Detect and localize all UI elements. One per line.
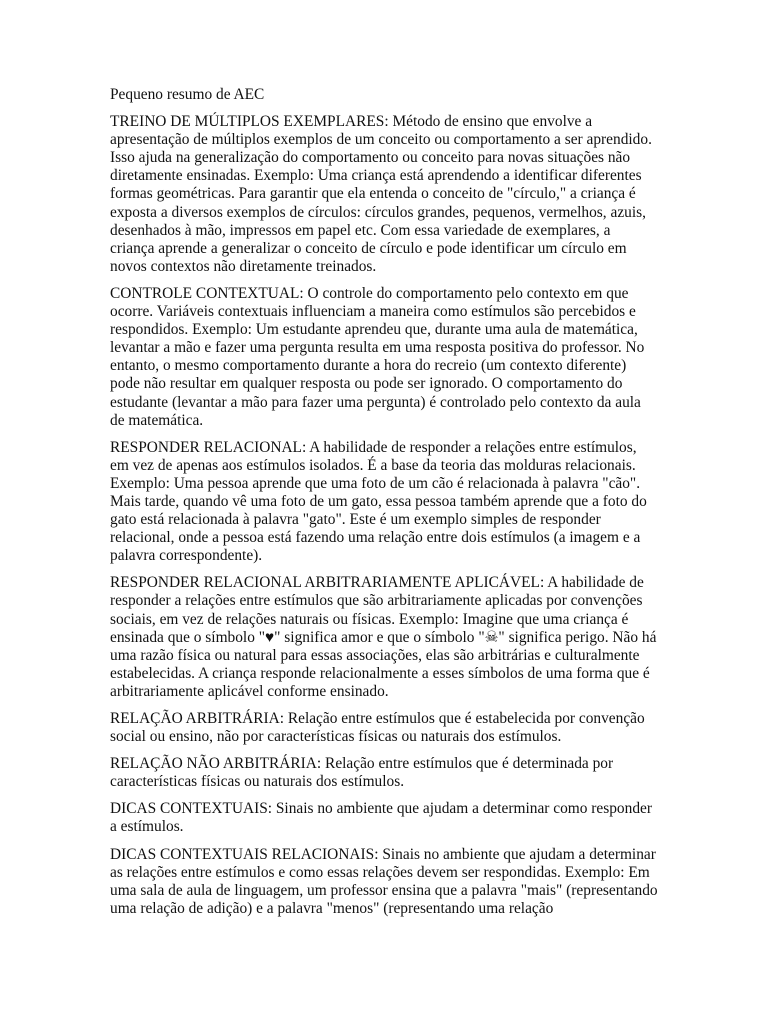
paragraph-dicas-contextuais-relacionais: DICAS CONTEXTUAIS RELACIONAIS: Sinais no ambiente que ajudam a determinar as relações entre estímulos e como essas relações devem ser respondidas. Exemplo: Em uma sala de aula de linguagem, um professor ensina que a palavra "mais" (representando uma relação de adição) e a palavra "menos" (representando uma relação bbox=[110, 845, 658, 917]
paragraph-relacao-nao-arbitraria: RELAÇÃO NÃO ARBITRÁRIA: Relação entre estímulos que é determinada por características físicas ou naturais dos estímulos. bbox=[110, 755, 614, 791]
document-title: Pequeno resumo de AEC bbox=[110, 86, 265, 103]
paragraph-treino-multiplos-exemplares: TREINO DE MÚLTIPLOS EXEMPLARES: Método de ensino que envolve a apresentação de múltiplos exemplos de um conceito ou comportamento a ser aprendido. Isso ajuda na generalização do comportamento ou conceito para novas situações não diretamente ensinadas. Exemplo: Uma criança está aprendendo a identificar diferentes formas geométricas. Para garantir que ela entenda o conceito de "círculo," a criança é exposta a diversos exemplos de círculos: círculos grandes, pequenos, vermelhos, azuis, desenhados à mão, impressos em papel etc. Com essa variedade de exemplares, a criança aprende a generalizar o conceito de círculo e pode identificar um círculo em novos contextos não diretamente treinados. bbox=[110, 113, 652, 275]
paragraph-responder-relacional-arbitrariamente-aplicavel: RESPONDER RELACIONAL ARBITRARIAMENTE APLICÁVEL: A habilidade de responder a relações entre estímulos que são arbitrariamente aplicadas por convenções sociais, em vez de relações naturais ou físicas. Exemplo: Imagine que uma criança é ensinada que o símbolo "♥" significa amor e que o símbolo "☠" significa perigo. Não há uma razão física ou natural para essas associações, elas são arbitrárias e culturalmente estabelecidas. A criança responde relacionalmente a esses símbolos de uma forma que é arbitrariamente aplicável conforme ensinado. bbox=[110, 574, 657, 700]
paragraph-controle-contextual: CONTROLE CONTEXTUAL: O controle do comportamento pelo contexto em que ocorre. Variáveis contextuais influenciam a maneira como estímulos são percebidos e respondidos. Exemplo: Um estudante aprendeu que, durante uma aula de matemática, levantar a mão e fazer uma pergunta resulta em uma resposta positiva do professor. No entanto, o mesmo comportamento durante a hora do recreio (um contexto diferente) pode não resultar em qualquer resposta ou pode ser ignorado. O comportamento do estudante (levantar a mão para fazer uma pergunta) é controlado pelo contexto da aula de matemática. bbox=[110, 284, 645, 429]
paragraph-responder-relacional: RESPONDER RELACIONAL: A habilidade de responder a relações entre estímulos, em vez de apenas aos estímulos isolados. É a base da teoria das molduras relacionais. Exemplo: Uma pessoa aprende que uma foto de um cão é relacionada à palavra "cão". Mais tarde, quando vê uma foto de um gato, essa pessoa também aprende que a foto do gato está relacionada à palavra "gato". Este é um exemplo simples de responder relacional, onde a pessoa está fazendo uma relação entre dois estímulos (a imagem e a palavra correspondente). bbox=[110, 438, 647, 565]
document-page bbox=[110, 86, 658, 927]
paragraph-dicas-contextuais: DICAS CONTEXTUAIS: Sinais no ambiente que ajudam a determinar como responder a estímulos. bbox=[110, 800, 652, 836]
paragraph-relacao-arbitraria: RELAÇÃO ARBITRÁRIA: Relação entre estímulos que é estabelecida por convenção social ou ensino, não por características físicas ou naturais dos estímulos. bbox=[110, 710, 645, 746]
